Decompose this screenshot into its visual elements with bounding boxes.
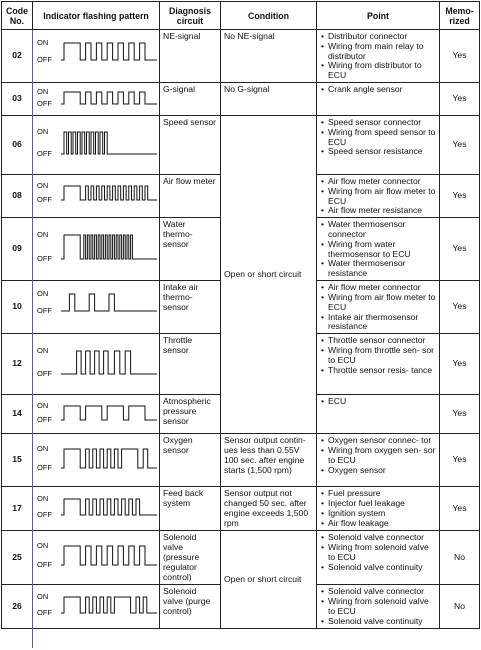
flashing-pattern-graph (33, 487, 160, 529)
off-label: OFF (37, 194, 52, 204)
point-item: • Water thermosensor connector (321, 220, 436, 240)
on-label: ON (37, 180, 49, 190)
point-list (321, 118, 436, 157)
memorized-cell: Yes (440, 334, 480, 395)
diagnosis-circuit-cell: NE-signal (160, 30, 221, 83)
diagnosis-circuit-cell: Solenoid valve (pressure regulator control) (160, 531, 221, 585)
point-item: • Oxygen sensor connec- tor (321, 436, 436, 446)
diagnosis-code-table (1, 1, 480, 629)
on-label: ON (37, 494, 49, 504)
flashing-pattern-graph (33, 83, 160, 115)
pulse-waveform (61, 92, 157, 104)
header-point: Point (317, 2, 440, 30)
point-item: • Solenoid valve continuity (321, 617, 436, 627)
memorized-cell: No (440, 531, 480, 585)
memorized-cell: Yes (440, 82, 480, 115)
flashing-pattern-cell (33, 434, 160, 487)
flashing-pattern-graph (33, 434, 160, 486)
off-label: OFF (37, 560, 52, 570)
flashing-pattern-graph (33, 116, 160, 174)
on-label: ON (37, 541, 49, 551)
code-cell: 03 (2, 82, 33, 115)
point-item: • Solenoid valve connector (321, 533, 436, 543)
pulse-waveform (61, 43, 157, 60)
point-list (321, 397, 436, 407)
point-cell (317, 82, 440, 115)
pulse-waveform (61, 499, 157, 515)
point-item: • Wiring from main relay to distributor (321, 42, 436, 62)
point-cell (317, 334, 440, 395)
flashing-pattern-graph (33, 30, 160, 76)
point-list (321, 587, 436, 626)
point-item: • Solenoid valve continuity (321, 563, 436, 573)
point-cell (317, 30, 440, 83)
point-list (321, 283, 436, 332)
condition-cell: Open or short circuit (221, 531, 317, 628)
off-label: OFF (37, 608, 52, 618)
flashing-pattern-cell (33, 585, 160, 628)
point-item: • Air flow meter connector (321, 283, 436, 293)
header-pattern: Indicator flashing pattern (33, 2, 160, 30)
point-cell (317, 531, 440, 585)
table-row (2, 30, 480, 83)
point-item: • Wiring from throttle sen- sor to ECU (321, 346, 436, 366)
point-list (321, 32, 436, 81)
on-label: ON (37, 126, 49, 136)
point-item: • Throttle sensor resis- tance (321, 366, 436, 376)
off-label: OFF (37, 510, 52, 520)
flashing-pattern-cell (33, 218, 160, 281)
point-list (321, 85, 436, 95)
flashing-pattern-graph (33, 531, 160, 583)
point-item: • ECU (321, 397, 436, 407)
point-item: • Crank angle sensor (321, 85, 436, 95)
point-item: • Oxygen sensor (321, 466, 436, 476)
header-condition: Condition (221, 2, 317, 30)
flashing-pattern-cell (33, 531, 160, 585)
diagnosis-circuit-cell: Water thermo- sensor (160, 218, 221, 281)
flashing-pattern-graph (33, 175, 160, 213)
pulse-waveform (61, 351, 157, 374)
point-item: • Wiring from speed sensor to ECU (321, 128, 436, 148)
point-list (321, 436, 436, 475)
diagnosis-circuit-cell: Atmospheric pressure sensor (160, 395, 221, 434)
code-cell: 02 (2, 30, 33, 83)
point-item: • Wiring from solenoid valve to ECU (321, 543, 436, 563)
code-cell: 14 (2, 395, 33, 434)
flashing-pattern-cell (33, 395, 160, 434)
code-cell: 08 (2, 174, 33, 217)
table-row (2, 531, 480, 585)
flashing-pattern-graph (33, 218, 160, 280)
point-item: • Intake air thermosensor resistance (321, 313, 436, 333)
point-item: • Fuel pressure (321, 489, 436, 499)
code-cell: 09 (2, 218, 33, 281)
pulse-waveform (61, 235, 157, 259)
memorized-cell: Yes (440, 281, 480, 334)
pulse-waveform (61, 597, 157, 613)
flashing-pattern-graph (33, 334, 160, 394)
point-cell (317, 281, 440, 334)
condition-cell: Sensor output contin- ues less than 0.55V 100 sec. after engine starts (1,500 rpm) (221, 434, 317, 487)
diagnosis-circuit-cell: Oxygen sensor (160, 434, 221, 487)
point-item: • Ignition system (321, 509, 436, 519)
diagnosis-circuit-cell: Air flow meter (160, 174, 221, 217)
on-label: ON (37, 444, 49, 454)
point-item: • Wiring from solenoid valve to ECU (321, 597, 436, 617)
pulse-waveform (61, 132, 157, 154)
memorized-cell: No (440, 585, 480, 628)
point-list (321, 336, 436, 375)
pulse-waveform (61, 546, 157, 565)
point-item: • Air flow meter connector (321, 177, 436, 187)
diagnosis-circuit-cell: Speed sensor (160, 115, 221, 174)
point-cell (317, 487, 440, 531)
point-item: • Wiring from water thermosensor to ECU (321, 240, 436, 260)
diagnosis-circuit-cell: Solenoid valve (purge control) (160, 585, 221, 628)
on-label: ON (37, 401, 49, 411)
point-cell (317, 395, 440, 434)
pulse-waveform (61, 449, 157, 468)
point-item: • Speed sensor connector (321, 118, 436, 128)
flashing-pattern-cell (33, 334, 160, 395)
header-memorized: Memo- rized (440, 2, 480, 30)
flashing-pattern-cell (33, 281, 160, 334)
point-item: • Speed sensor resistance (321, 147, 436, 157)
point-item: • Wiring from distributor to ECU (321, 61, 436, 81)
on-label: ON (37, 592, 49, 602)
diagnosis-circuit-cell: Throttle sensor (160, 334, 221, 395)
table-header-row (2, 2, 480, 30)
off-label: OFF (37, 306, 52, 316)
flashing-pattern-cell (33, 30, 160, 83)
table-row (2, 487, 480, 531)
on-label: ON (37, 289, 49, 299)
off-label: OFF (37, 98, 52, 108)
code-cell: 12 (2, 334, 33, 395)
point-cell (317, 115, 440, 174)
header-code: Code No. (2, 2, 33, 30)
flashing-pattern-cell (33, 174, 160, 217)
diagnosis-circuit-cell: G-signal (160, 82, 221, 115)
point-item: • Wiring from oxygen sen- sor to ECU (321, 446, 436, 466)
flashing-pattern-cell (33, 487, 160, 531)
code-cell: 26 (2, 585, 33, 628)
point-item: • Air flow meter resistance (321, 206, 436, 216)
memorized-cell: Yes (440, 218, 480, 281)
point-list (321, 489, 436, 528)
off-label: OFF (37, 415, 52, 425)
memorized-cell: Yes (440, 174, 480, 217)
flashing-pattern-cell (33, 115, 160, 174)
memorized-cell: Yes (440, 487, 480, 531)
on-label: ON (37, 86, 49, 96)
condition-cell: No G-signal (221, 82, 317, 115)
diagnosis-circuit-cell: Feed back system (160, 487, 221, 531)
table-row (2, 115, 480, 174)
off-label: OFF (37, 369, 52, 379)
code-cell: 15 (2, 434, 33, 487)
on-label: ON (37, 346, 49, 356)
off-label: OFF (37, 55, 52, 64)
on-label: ON (37, 230, 49, 240)
off-label: OFF (37, 463, 52, 473)
flashing-pattern-graph (33, 281, 160, 327)
point-cell (317, 434, 440, 487)
condition-cell: No NE-signal (221, 30, 317, 83)
table-row (2, 434, 480, 487)
condition-cell: Sensor output not changed 50 sec. after engine exceeds 1,500 rpm (221, 487, 317, 531)
point-item: • Throttle sensor connector (321, 336, 436, 346)
memorized-cell: Yes (440, 395, 480, 434)
off-label: OFF (37, 148, 52, 158)
point-cell (317, 218, 440, 281)
flashing-pattern-graph (33, 395, 160, 433)
pulse-waveform (61, 186, 157, 200)
condition-cell: Open or short circuit (221, 115, 317, 433)
point-item: • Air flow leakage (321, 519, 436, 529)
pulse-waveform (61, 294, 157, 311)
point-list (321, 177, 436, 216)
memorized-cell: Yes (440, 30, 480, 83)
point-list (321, 220, 436, 279)
point-item: • Solenoid valve connector (321, 587, 436, 597)
point-item: • Distributor connector (321, 32, 436, 42)
header-diagnosis: Diagnosis circuit (160, 2, 221, 30)
code-cell: 17 (2, 487, 33, 531)
point-list (321, 533, 436, 572)
table-row (2, 82, 480, 115)
point-item: • Wiring from air flow meter to ECU (321, 293, 436, 313)
diagnosis-circuit-cell: Intake air thermo- sensor (160, 281, 221, 334)
point-cell (317, 585, 440, 628)
pulse-waveform (61, 406, 157, 420)
on-label: ON (37, 38, 49, 47)
code-cell: 25 (2, 531, 33, 585)
memorized-cell: Yes (440, 115, 480, 174)
point-cell (317, 174, 440, 217)
flashing-pattern-cell (33, 82, 160, 115)
off-label: OFF (37, 254, 52, 264)
point-item: • Water thermosensor resistance (321, 259, 436, 279)
point-item: • Injector fuel leakage (321, 499, 436, 509)
point-item: • Wiring from air flow meter to ECU (321, 187, 436, 207)
code-cell: 10 (2, 281, 33, 334)
code-cell: 06 (2, 115, 33, 174)
memorized-cell: Yes (440, 434, 480, 487)
flashing-pattern-graph (33, 585, 160, 627)
left-margin-line (32, 30, 33, 648)
